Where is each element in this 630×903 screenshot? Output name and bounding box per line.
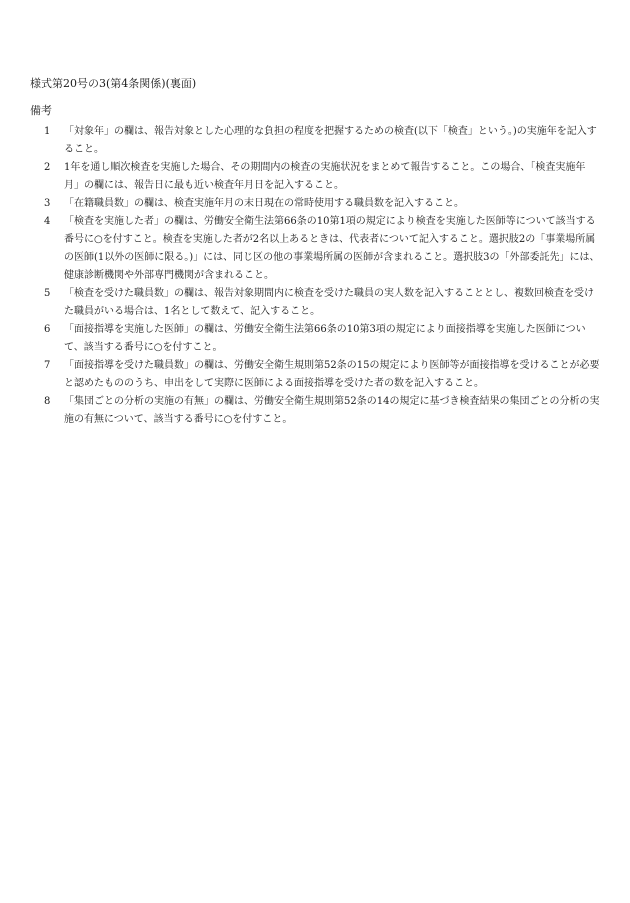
document-page xyxy=(30,75,600,429)
note-number: 3 xyxy=(44,198,51,209)
note-text: 「対象年」の欄は、報告対象とした心理的な負担の程度を把握するための検査(以下「検査」という。)の実施年を記入すること。 xyxy=(64,126,597,155)
note-item-1 xyxy=(30,123,600,159)
note-number: 7 xyxy=(44,360,51,371)
notes-heading: 備考 xyxy=(30,104,52,117)
note-number: 4 xyxy=(44,216,51,227)
note-item-6 xyxy=(30,321,600,357)
note-text: 「検査を受けた職員数」の欄は、報告対象期間内に検査を受けた職員の実人数を記入することとし、複数回検査を受けた職員がいる場合は、1名として数えて、記入すること。 xyxy=(64,288,594,317)
note-text: 1年を通し順次検査を実施した場合、その期間内の検査の実施状況をまとめて報告すること。この場合、「検査実施年月」の欄には、報告日に最も近い検査年月日を記入すること。 xyxy=(64,162,586,191)
note-text: 「集団ごとの分析の実施の有無」の欄は、労働安全衛生規則第52条の14の規定に基づき検査結果の集団ごとの分析の実施の有無について、該当する番号に○を付すこと。 xyxy=(64,396,600,425)
note-item-3 xyxy=(30,195,600,213)
note-item-5 xyxy=(30,285,600,321)
note-text: 「在籍職員数」の欄は、検査実施年月の末日現在の常時使用する職員数を記入すること。 xyxy=(64,198,464,209)
notes-list xyxy=(30,123,600,429)
note-number: 5 xyxy=(44,288,51,299)
note-item-4 xyxy=(30,213,600,285)
form-title: 様式第20号の3(第4条関係)(裏面) xyxy=(30,77,197,90)
note-number: 2 xyxy=(44,162,51,173)
note-text: 「面接指導を実施した医師」の欄は、労働安全衛生法第66条の10第3項の規定により面接指導を実施した医師について、該当する番号に○を付すこと。 xyxy=(64,324,586,353)
note-item-7 xyxy=(30,357,600,393)
note-number: 6 xyxy=(44,324,51,335)
note-item-2 xyxy=(30,159,600,195)
note-text: 「面接指導を受けた職員数」の欄は、労働安全衛生規則第52条の15の規定により医師等が面接指導を受けることが必要と認めたもののうち、申出をして実際に医師による面接指導を受けた者の数を記入すること。 xyxy=(64,360,600,389)
note-text: 「検査を実施した者」の欄は、労働安全衛生法第66条の10第1項の規定により検査を実施した医師等について該当する番号に○を付すこと。検査を実施した者が2名以上あるときは、代表者について記入すること。選択肢2の「事業場所属の医師(1以外の医師に限る。)」には、同じ区の他の事業場所属の医師が含まれること。選択肢3の「外部委託先」には、健康診断機関や外部専門機関が含まれること。 xyxy=(64,216,600,281)
note-number: 8 xyxy=(44,396,51,407)
note-item-8 xyxy=(30,393,600,429)
note-number: 1 xyxy=(44,126,51,137)
